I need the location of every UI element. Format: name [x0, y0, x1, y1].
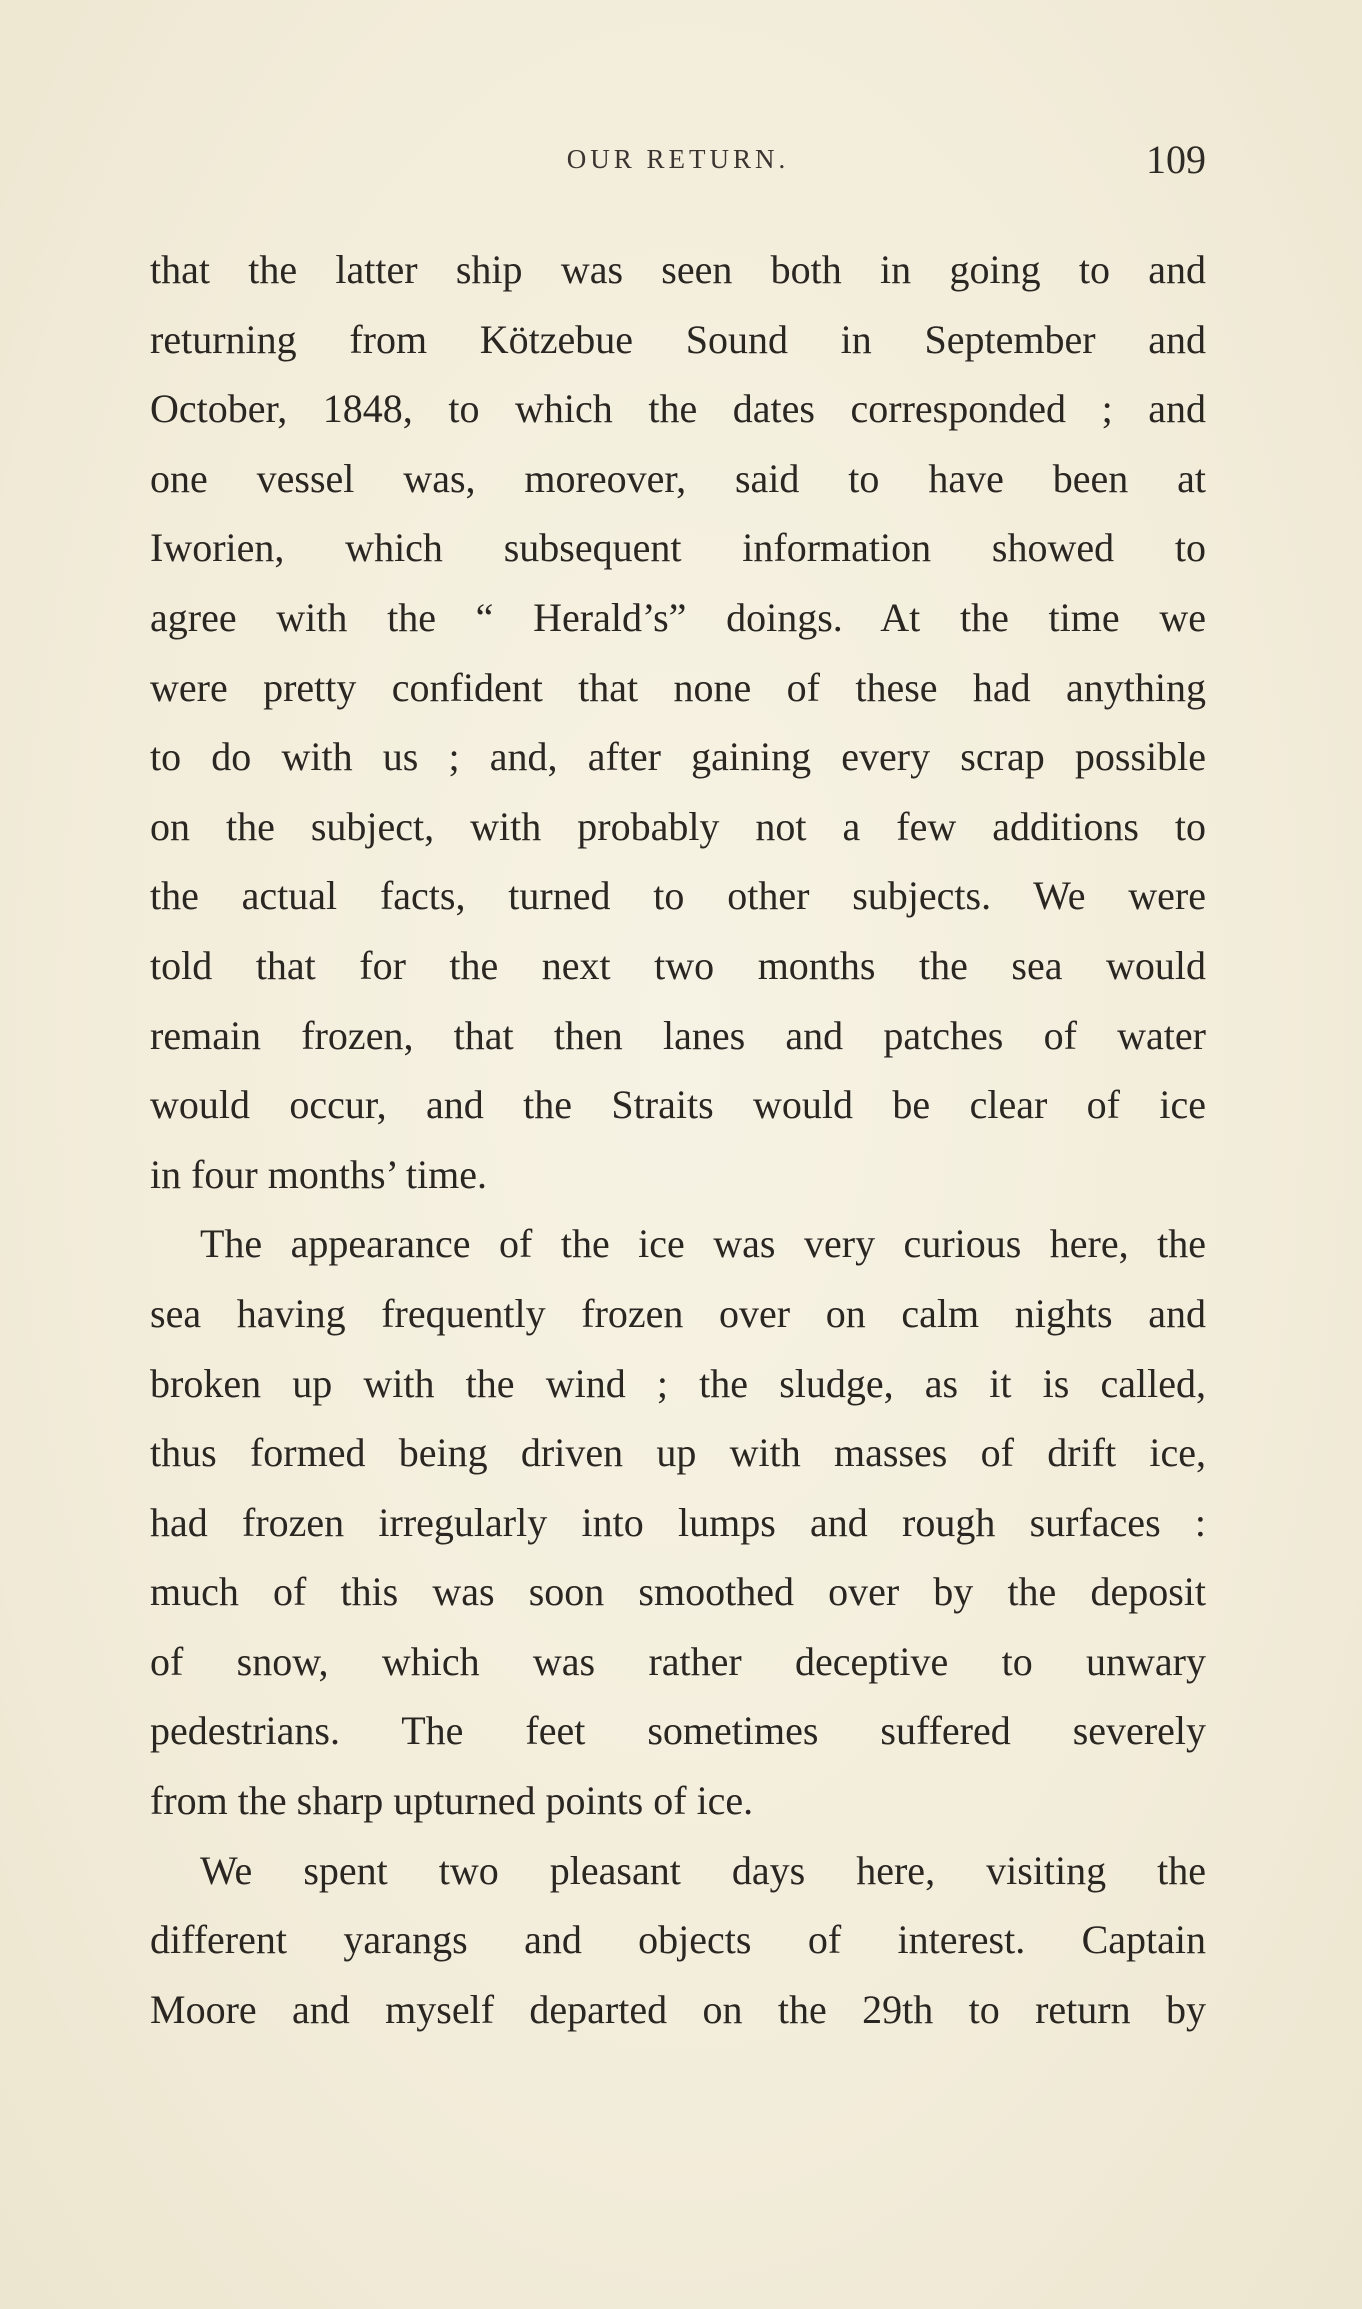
running-title: OUR RETURN.: [566, 144, 790, 174]
text-line: the actual facts, turned to other subjects. We were: [150, 873, 1206, 919]
running-head: [150, 137, 1206, 192]
text-line: different yarangs and objects of interest. Captain: [150, 1917, 1206, 1963]
text-line: Iworien, which subsequent information showed to: [150, 525, 1206, 571]
page-number: 109: [1146, 137, 1206, 182]
text-line: were pretty confident that none of these had anything: [150, 664, 1206, 710]
text-line: in four months’ time.: [150, 1151, 487, 1197]
text-line: October, 1848, to which the dates corresponded ; and: [150, 386, 1206, 432]
text-line: one vessel was, moreover, said to have been at: [150, 455, 1206, 501]
text-line: of snow, which was rather deceptive to unwary: [150, 1638, 1206, 1684]
text-line: to do with us ; and, after gaining every scrap possible: [150, 734, 1206, 780]
text-line: that the latter ship was seen both in going to and: [150, 247, 1206, 292]
text-line: agree with the “ Herald’s” doings. At the time we: [150, 594, 1206, 640]
text-line: broken up with the wind ; the sludge, as it is called,: [150, 1360, 1206, 1406]
text-line: told that for the next two months the sea would: [150, 942, 1206, 988]
text-line: pedestrians. The feet sometimes suffered severely: [150, 1708, 1206, 1754]
text-line: Moore and myself departed on the 29th to return by: [150, 1986, 1206, 2032]
text-line: sea having frequently frozen over on calm nights and: [150, 1290, 1206, 1336]
text-line: from the sharp upturned points of ice.: [150, 1778, 754, 1824]
paragraph-first-line: The appearance of the ice was very curious here, the: [200, 1221, 1206, 1267]
text-line: on the subject, with probably not a few additions to: [150, 803, 1206, 849]
paragraph-first-line: We spent two pleasant days here, visiting the: [200, 1847, 1206, 1893]
text-line: had frozen irregularly into lumps and rough surfaces :: [150, 1499, 1206, 1545]
text-line: remain frozen, that then lanes and patches of water: [150, 1012, 1206, 1058]
text-line: much of this was soon smoothed over by the deposit: [150, 1569, 1206, 1615]
text-line: would occur, and the Straits would be clear of ice: [150, 1082, 1206, 1128]
body-text: [150, 235, 1206, 2044]
text-line: returning from Kötzebue Sound in September and: [150, 316, 1206, 362]
text-line: thus formed being driven up with masses of drift ice,: [150, 1430, 1206, 1476]
